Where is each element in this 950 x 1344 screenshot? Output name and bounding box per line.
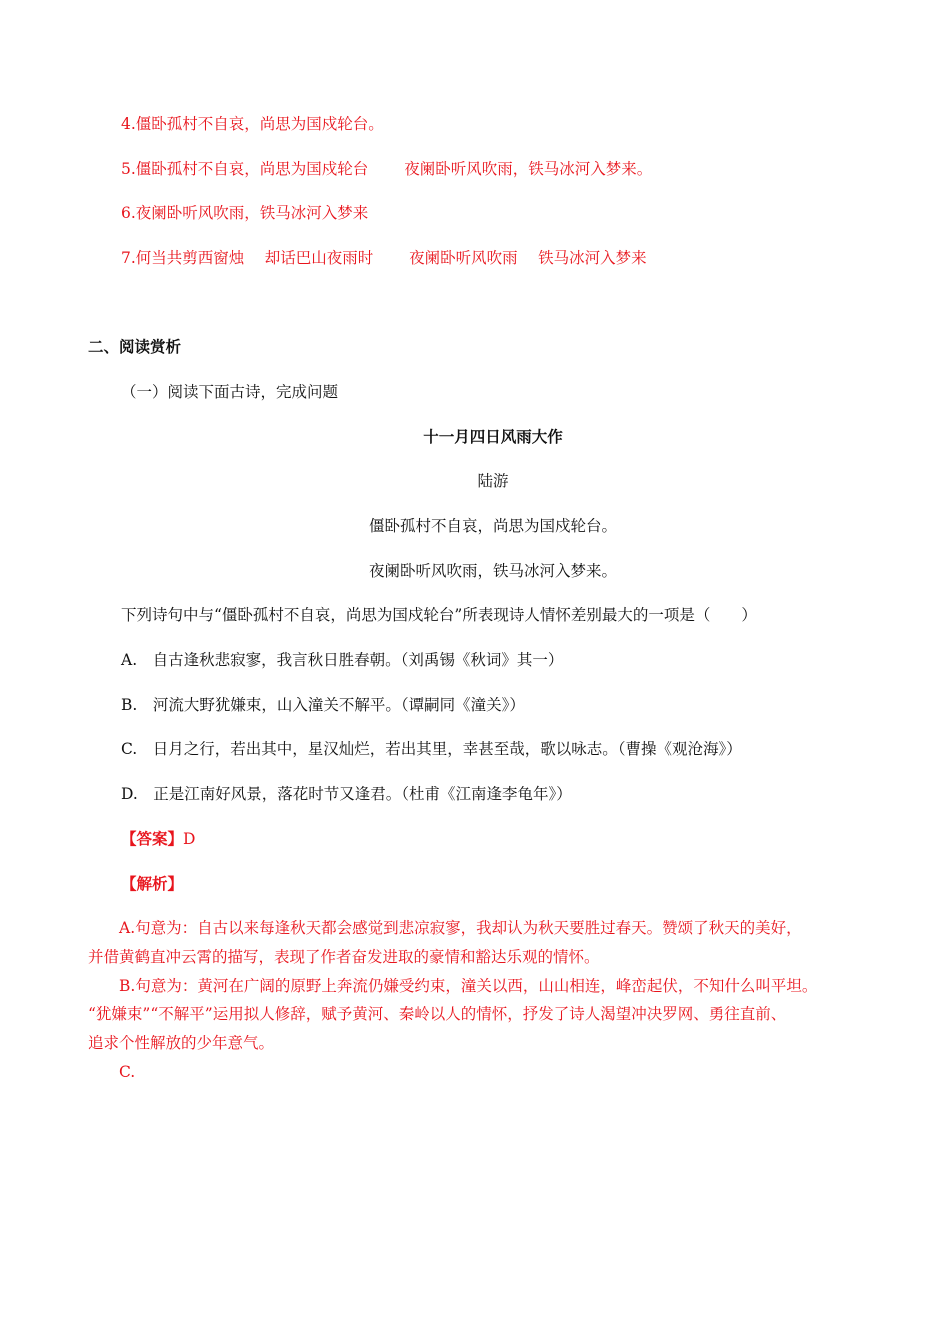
option-c: C. 日月之行，若出其中，星汉灿烂，若出其里，幸甚至哉，歌以咏志。（曹操《观沧海》） bbox=[121, 740, 742, 758]
analysis-line: C. bbox=[119, 1063, 136, 1081]
analysis-line: “犹嫌束”“不解平”运用拟人修辞，赋予黄河、秦岭以人的情怀，抒发了诗人渴望冲决罗网、勇往直前、 bbox=[88, 1005, 787, 1023]
poem-title: 十一月四日风雨大作 bbox=[423, 428, 563, 446]
section-heading: 二、阅读赏析 bbox=[88, 338, 182, 356]
answer-label: 【答案】 bbox=[121, 830, 184, 848]
poem-line: 夜阑卧听风吹雨，铁马冰河入梦来。 bbox=[368, 562, 617, 580]
analysis-label: 【解析】 bbox=[121, 875, 184, 893]
answer bbox=[121, 829, 195, 849]
analysis-line: A.句意为：自古以来每逢秋天都会感觉到悲凉寂寥，我却认为秋天要胜过春天。赞颂了秋天的美好， bbox=[119, 919, 802, 937]
poem-line: 僵卧孤村不自哀，尚思为国戍轮台。 bbox=[368, 517, 617, 535]
answer-line-5: 5.僵卧孤村不自哀，尚思为国戍轮台 夜阑卧听风吹雨，铁马冰河入梦来。 bbox=[121, 160, 653, 178]
answer-line-7: 7.何当共剪西窗烛 却话巴山夜雨时 夜阑卧听风吹雨 铁马冰河入梦来 bbox=[121, 249, 647, 267]
answer-line-6: 6.夜阑卧听风吹雨，铁马冰河入梦来 bbox=[121, 204, 369, 222]
sub-heading: （一）阅读下面古诗，完成问题 bbox=[121, 383, 339, 401]
poem-author: 陆游 bbox=[477, 472, 509, 490]
answer-line-4: 4.僵卧孤村不自哀，尚思为国戍轮台。 bbox=[121, 115, 384, 133]
option-b: B. 河流大野犹嫌束，山入潼关不解平。（谭嗣同《潼关》） bbox=[121, 696, 525, 714]
analysis-line: B.句意为：黄河在广阔的原野上奔流仍嫌受约束，潼关以西，山山相连，峰峦起伏，不知什么叫平坦。 bbox=[119, 977, 818, 995]
answer-value: D bbox=[183, 830, 196, 848]
analysis-line: 追求个性解放的少年意气。 bbox=[88, 1034, 275, 1052]
option-d: D. 正是江南好风景，落花时节又逢君。（杜甫《江南逢李龟年》） bbox=[121, 785, 572, 803]
option-a: A. 自古逢秋悲寂寥，我言秋日胜春朝。（刘禹锡《秋词》其一） bbox=[121, 651, 564, 669]
analysis-line: 并借黄鹤直冲云霄的描写，表现了作者奋发进取的豪情和豁达乐观的情怀。 bbox=[88, 948, 600, 966]
question-text: 下列诗句中与“僵卧孤村不自哀，尚思为国戍轮台”所表现诗人情怀差别最大的一项是（ ） bbox=[121, 606, 757, 624]
